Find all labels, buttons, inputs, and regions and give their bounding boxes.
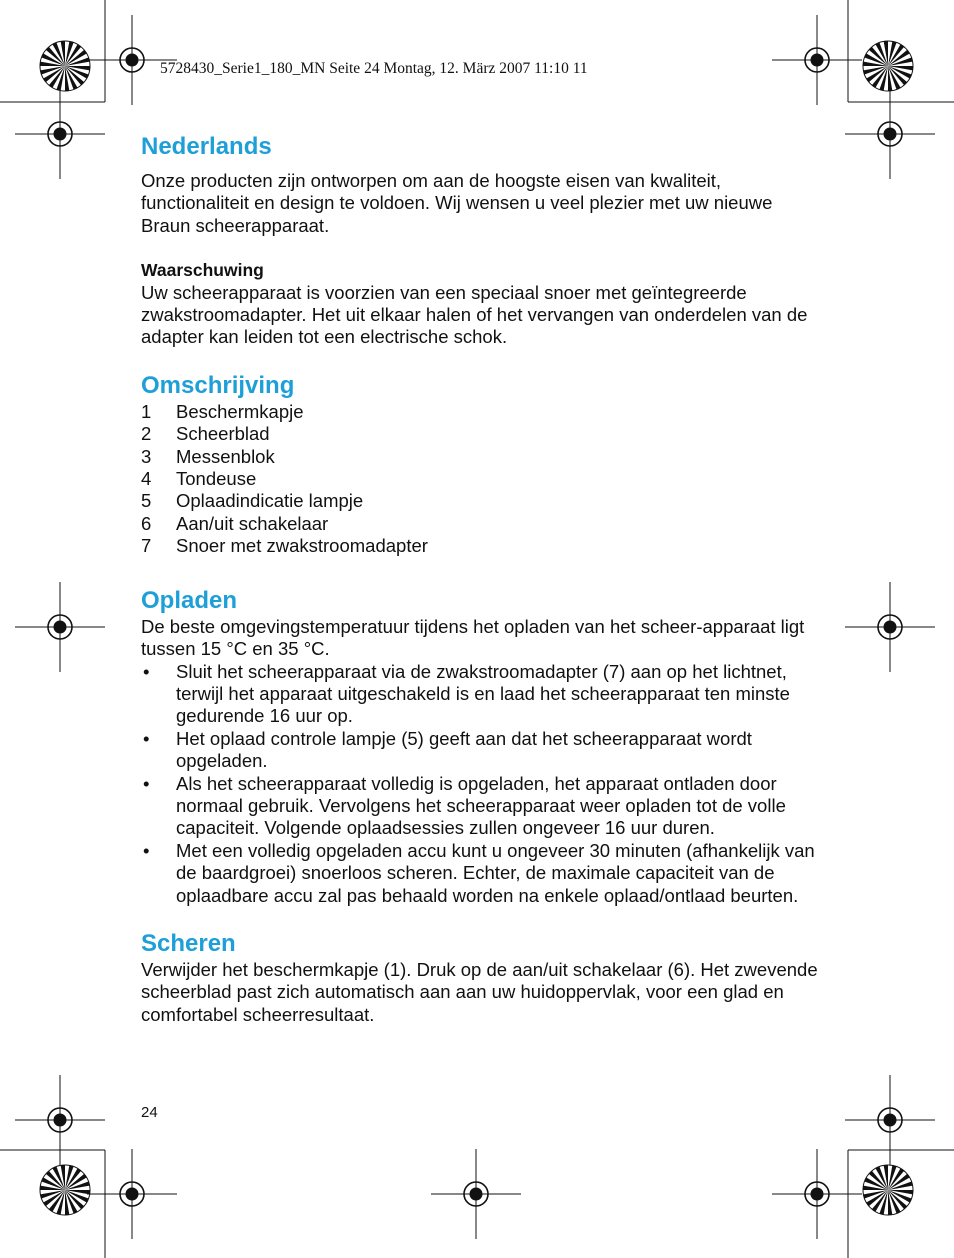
list-item	[141, 728, 821, 773]
registration-target-dot	[884, 1114, 897, 1127]
starburst-ray	[869, 47, 888, 66]
list-item-number: 6	[141, 512, 152, 534]
warning-title: Waarschuwing	[141, 260, 264, 281]
starburst-ray	[65, 66, 84, 85]
list-item-number: 7	[141, 535, 152, 557]
registration-target-dot	[54, 1114, 67, 1127]
list-item	[141, 401, 821, 423]
list-item-label: Tondeuse	[176, 468, 257, 490]
bullet-icon: •	[143, 727, 150, 749]
starburst-ray	[46, 47, 65, 66]
starburst-ray	[888, 1190, 907, 1209]
section-title-scheren: Scheren	[141, 929, 236, 957]
bullet-text: Met een volledig opgeladen accu kunt u ongeveer 30 minuten (afhankelijk van de baardgroei) snoerloos scheren. Echter, de maximale capaciteit van de oplaadbare accu zal pas behaald worden na enkele oplaad/ontlaad beurten.	[176, 839, 815, 906]
list-item-label: Scheerblad	[176, 423, 270, 445]
registration-target-dot	[54, 128, 67, 141]
charging-bullets	[141, 661, 821, 907]
registration-target-dot	[126, 54, 139, 67]
bullet-text: Sluit het scheerapparaat via de zwakstroomadapter (7) aan op het lichtnet, terwijl het apparaat uitgeschakeld is en laad het scheerapparaat ten minste gedurende 16 uur op.	[176, 660, 790, 727]
section-title-nederlands: Nederlands	[141, 133, 272, 160]
page-number: 24	[141, 1104, 158, 1121]
list-item-label: Messenblok	[176, 445, 275, 467]
list-item	[141, 840, 821, 907]
list-item-label: Snoer met zwakstroomadapter	[176, 535, 428, 557]
registration-target-dot	[811, 54, 824, 67]
list-item-number: 2	[141, 423, 152, 445]
registration-target-dot	[54, 621, 67, 634]
registration-target-dot	[470, 1188, 483, 1201]
list-item-label: Oplaadindicatie lampje	[176, 490, 364, 512]
bullet-icon: •	[143, 660, 150, 682]
warning-paragraph: Uw scheerapparaat is voorzien van een speciaal snoer met geïntegreerde zwakstroomadapter. Het uit elkaar halen of het vervangen van onderdelen van de adapter kan leiden tot een electrische schok.	[141, 281, 808, 348]
list-item-number: 4	[141, 468, 152, 490]
list-item	[141, 423, 821, 445]
list-item	[141, 661, 821, 728]
charging-intro: De beste omgevingstemperatuur tijdens het opladen van het scheer-apparaat ligt tussen 15 °C en 35 °C.	[141, 615, 805, 660]
shaving-paragraph: Verwijder het beschermkapje (1). Druk op de aan/uit schakelaar (6). Het zwevende scheerblad past zich automatisch aan aan uw huidoppervlak, voor een glad en comfortabel scheerresultaat.	[141, 958, 818, 1025]
bullet-icon: •	[143, 839, 150, 861]
list-item-label: Beschermkapje	[176, 400, 304, 422]
print-slug-line: 5728430_Serie1_180_MN Seite 24 Montag, 12. März 2007 11:10 11	[160, 60, 588, 77]
registration-target-dot	[126, 1188, 139, 1201]
registration-target-dot	[884, 128, 897, 141]
list-item-number: 5	[141, 490, 152, 512]
section-title-omschrijving: Omschrijving	[141, 371, 295, 399]
registration-target-dot	[811, 1188, 824, 1201]
starburst-ray	[65, 1190, 84, 1209]
list-item	[141, 490, 821, 512]
starburst-ray	[888, 66, 907, 85]
list-item-label: Aan/uit schakelaar	[176, 512, 329, 534]
list-item	[141, 468, 821, 490]
list-item	[141, 535, 821, 557]
list-item	[141, 773, 821, 840]
parts-list	[141, 401, 821, 558]
list-item-number: 3	[141, 445, 152, 467]
list-item-number: 1	[141, 400, 152, 422]
bullet-text: Als het scheerapparaat volledig is opgeladen, het apparaat ontladen door normaal gebruik. Vervolgens het scheerapparaat weer opladen tot de volle capaciteit. Volgende oplaadsessies zullen ongeveer 16 uur duren.	[176, 772, 786, 839]
list-item	[141, 513, 821, 535]
intro-paragraph: Onze producten zijn ontworpen om aan de hoogste eisen van kwaliteit, functionaliteit en design te voldoen. Wij wensen u veel plezier met uw nieuwe Braun scheerapparaat.	[141, 170, 773, 236]
bullet-text: Het oplaad controle lampje (5) geeft aan dat het scheerapparaat wordt opgeladen.	[176, 727, 752, 772]
bullet-icon: •	[143, 772, 150, 794]
list-item	[141, 446, 821, 468]
section-title-opladen: Opladen	[141, 586, 238, 614]
starburst-ray	[46, 1171, 65, 1190]
registration-target-dot	[884, 621, 897, 634]
page-content	[141, 132, 821, 1026]
starburst-ray	[869, 1171, 888, 1190]
